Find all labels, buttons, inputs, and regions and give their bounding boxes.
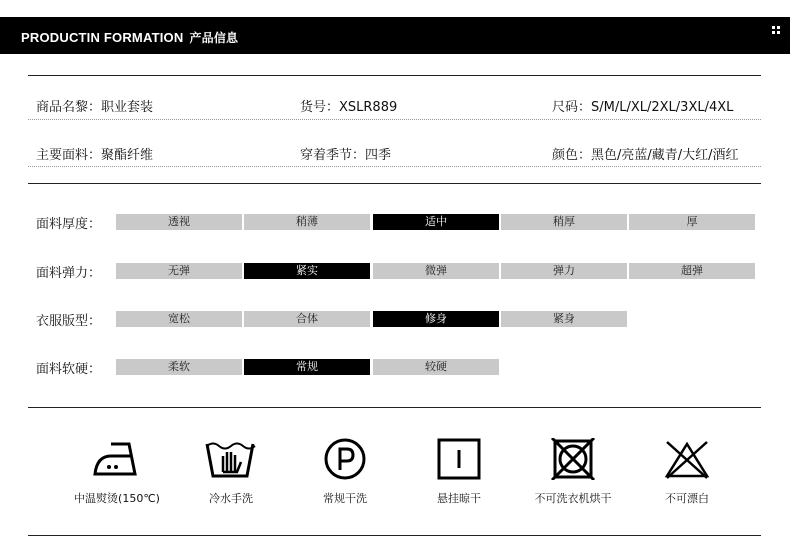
attribute-option: 弹力 (501, 263, 627, 279)
attribute-option-selected: 紧实 (244, 263, 370, 279)
info-sizes: 尺码：S/M/L/XL/2XL/3XL/4XL (552, 100, 734, 115)
attribute-option: 宽松 (116, 311, 242, 327)
info-colors: 颜色：黑色/亮蓝/藏青/大红/酒红 (552, 148, 739, 163)
care-label-iron: 中温熨烫(150℃) (74, 492, 160, 505)
grid-dots-icon (772, 26, 780, 34)
care-label-no-bleach: 不可漂白 (665, 492, 709, 505)
dry-clean-icon (290, 438, 400, 480)
divider-care (28, 407, 761, 408)
header-title (21, 29, 238, 46)
care-label-hand-wash: 冷水手洗 (209, 492, 253, 505)
attribute-option: 无弹 (116, 263, 242, 279)
attribute-option: 超弹 (629, 263, 755, 279)
divider-top (28, 75, 761, 76)
attribute-option-selected: 适中 (373, 214, 499, 230)
attribute-option: 稍厚 (501, 214, 627, 230)
info-item-number-text: 货号：XSLR889 (300, 100, 398, 115)
attribute-option: 合体 (244, 311, 370, 327)
header-title-cn: 产品信息 (189, 31, 239, 45)
hand-wash-icon (176, 438, 286, 480)
no-tumble-dry-icon (518, 438, 628, 480)
divider-dotted-2 (28, 166, 761, 167)
care-label-no-tumble-dry: 不可洗衣机烘干 (534, 492, 612, 505)
attribute-option: 较硬 (373, 359, 499, 375)
attribute-option: 稍薄 (244, 214, 370, 230)
info-fabric: 主要面料：聚酯纤维 (36, 148, 154, 163)
attribute-label: 衣服版型： (36, 314, 102, 329)
info-season: 穿着季节：四季 (300, 148, 392, 163)
attribute-option: 透视 (116, 214, 242, 230)
attribute-option: 微弹 (373, 263, 499, 279)
care-label-hang-dry: 悬挂晾干 (437, 492, 481, 505)
info-product-name: 商品名黎：职业套装 (36, 100, 154, 115)
attribute-option-selected: 常规 (244, 359, 370, 375)
header-bar (0, 17, 790, 54)
attribute-label: 面料厚度： (36, 217, 102, 232)
info-item-number (300, 96, 397, 115)
hang-dry-icon (404, 438, 514, 480)
attribute-option-selected: 修身 (373, 311, 499, 327)
iron-icon (62, 438, 172, 480)
divider-dotted-1 (28, 119, 761, 120)
divider-mid (28, 183, 761, 184)
header-title-en: PRODUCTIN FORMATION (21, 30, 184, 45)
attribute-label: 面料弹力： (36, 266, 102, 281)
divider-bottom (28, 535, 761, 536)
attribute-option: 紧身 (501, 311, 627, 327)
attribute-option: 柔软 (116, 359, 242, 375)
no-bleach-icon (632, 438, 742, 480)
care-label-dry-clean: 常规干洗 (323, 492, 367, 505)
attribute-label: 面料软硬： (36, 362, 102, 377)
attribute-option: 厚 (629, 214, 755, 230)
